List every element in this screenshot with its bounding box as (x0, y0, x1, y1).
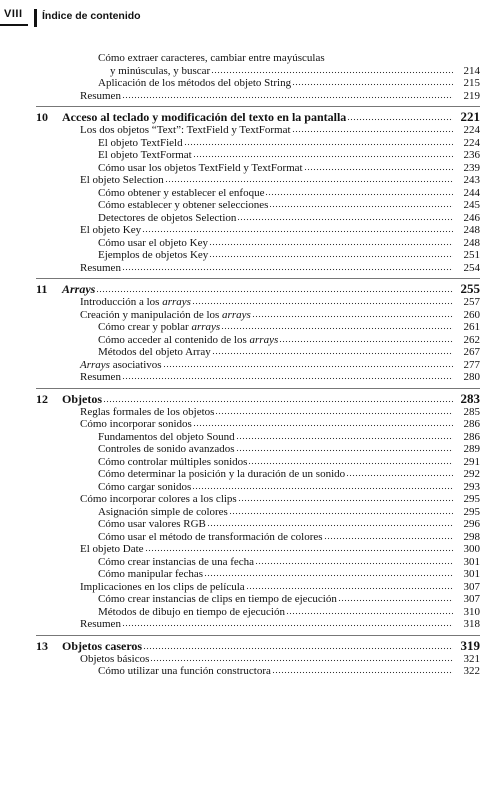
toc-entry (36, 262, 480, 275)
chapter-title-text: Arrays (62, 282, 96, 296)
toc-entry-title: Cómo incorporar sonidos (80, 418, 192, 430)
toc-entry-title: Controles de sonido avanzados (98, 443, 235, 455)
toc-entry (36, 149, 480, 162)
chapter-title (36, 282, 95, 296)
toc-entry-page: 298 (463, 530, 480, 543)
toc-entry (36, 237, 480, 250)
toc-entry-title: Cómo utilizar una función constructora (98, 665, 271, 677)
toc-entry-page: 301 (463, 555, 480, 568)
toc-entry-title: Métodos de dibujo en tiempo de ejecución (98, 605, 285, 618)
toc-entry-title: El objeto TextFormat (98, 149, 192, 161)
chapter-number: 11 (36, 282, 48, 296)
toc-entry-title: Objetos básicos (80, 652, 150, 665)
leader-dots (304, 163, 453, 171)
toc-entry-title: Resumen (80, 89, 121, 102)
toc-entry-title: Cómo usar valores RGB (98, 518, 206, 530)
chapter-page: 283 (460, 390, 480, 406)
leader-dots (248, 457, 453, 465)
toc-entry (36, 653, 480, 666)
toc-entry (36, 249, 480, 262)
toc-entry-page: 248 (463, 224, 480, 236)
leader-dots (246, 582, 453, 590)
chapter-heading (36, 282, 480, 296)
toc-entry-title: Aplicación de los métodos del objeto String (98, 77, 292, 89)
leader-dots (209, 238, 453, 246)
toc-entry-page: 246 (463, 211, 480, 224)
chapter-title (36, 392, 102, 406)
toc-entry-page: 267 (463, 346, 480, 358)
leader-dots (193, 419, 453, 427)
toc-entry-page: 251 (463, 249, 480, 261)
toc-entry (36, 199, 480, 212)
page-header (0, 0, 487, 40)
toc-entry-title: Cómo controlar múltiples sonidos (98, 455, 248, 468)
chapter-page: 319 (460, 637, 480, 653)
toc-entry-page: 318 (463, 618, 480, 630)
leader-dots (238, 494, 453, 502)
chapter-number: 13 (36, 638, 48, 653)
toc-entry (36, 224, 480, 237)
toc-entry (36, 493, 480, 506)
leader-dots (207, 519, 453, 527)
toc-entry (36, 346, 480, 359)
toc-entry-page: 296 (463, 518, 480, 530)
leader-dots (324, 532, 453, 540)
title-part: Cómo acceder al contenido de los (98, 333, 250, 346)
leader-dots (236, 444, 453, 452)
title-part: Introducción a los (80, 296, 163, 308)
toc-entry-page: 224 (463, 136, 480, 149)
toc-entry (36, 593, 480, 606)
leader-dots (204, 569, 453, 577)
chapter-title (36, 110, 346, 124)
toc-entry (36, 481, 480, 494)
toc-entry-title: Cómo extraer caracteres, cambiar entre mayúsculas (98, 52, 325, 64)
toc-entry-title: Ejemplos de objetos Key (98, 249, 209, 261)
toc-entry (36, 77, 480, 90)
toc-entry-page: 280 (463, 371, 480, 383)
leader-dots (150, 654, 453, 662)
toc-entry-title: Asignación simple de colores (98, 505, 228, 518)
running-title: Índice de contenido (42, 10, 141, 22)
toc-entry-page: 301 (463, 568, 480, 580)
toc-entry-page: 291 (463, 455, 480, 468)
toc-entry-page: 214 (463, 64, 480, 77)
toc-entry-page: 322 (463, 665, 480, 677)
leader-dots (221, 322, 453, 330)
toc-entry-title: Resumen (80, 261, 121, 274)
toc-entry (36, 431, 480, 444)
leader-dots (346, 469, 453, 477)
toc-entry-title: Resumen (80, 371, 121, 383)
toc-entry-title: Métodos del objeto Array (98, 346, 211, 358)
title-part-italic: arrays (162, 296, 191, 308)
toc-entry-title: Cómo manipular fechas (98, 568, 204, 580)
toc-entry-title: Cómo obtener y establecer el enfoque (98, 186, 265, 199)
leader-dots (286, 607, 453, 615)
leader-dots (122, 372, 453, 380)
toc-entry-page: 243 (463, 174, 480, 186)
toc-entry (36, 371, 480, 384)
toc-entry (36, 581, 480, 594)
toc-entry (36, 52, 480, 65)
chapter-separator (36, 106, 480, 107)
leader-dots (292, 78, 453, 86)
toc-entry-page: 310 (463, 605, 480, 618)
toc-entry-page: 224 (463, 124, 480, 136)
chapter-page: 255 (460, 281, 480, 296)
chapter-separator (36, 388, 480, 389)
leader-dots (184, 138, 453, 146)
leader-dots (212, 347, 453, 355)
leader-dots (96, 285, 453, 293)
toc-entry-page: 277 (463, 358, 480, 371)
leader-dots (237, 213, 453, 221)
toc-entry (36, 406, 480, 419)
toc-entry (36, 618, 480, 631)
toc-entry (36, 531, 480, 544)
toc-entry (36, 359, 480, 372)
leader-dots (269, 200, 453, 208)
toc-entry-title: Fundamentos del objeto Sound (98, 430, 235, 443)
toc-entry-title: Cómo crear instancias de clips en tiempo de ejecución (98, 593, 337, 605)
title-part-italic: arrays (249, 333, 279, 346)
page-number: VIII (4, 8, 23, 20)
chapter-heading (36, 639, 480, 653)
toc-entry-page: 248 (463, 236, 480, 249)
toc-entry-title (80, 359, 162, 372)
leader-dots (103, 395, 453, 403)
toc-entry (36, 418, 480, 431)
leader-dots (145, 544, 453, 552)
toc-entry-title (98, 334, 278, 347)
leader-dots (265, 188, 453, 196)
toc-entry (36, 212, 480, 225)
leader-dots (292, 125, 453, 133)
leader-dots (122, 91, 453, 99)
toc-entry-page: 307 (463, 580, 480, 593)
title-part: Creación y manipulación de los (80, 308, 223, 321)
toc-entry-title: Cómo usar el objeto Key (98, 236, 208, 249)
toc-entry-page: 261 (463, 321, 480, 333)
toc-entry (36, 90, 480, 103)
toc-entry-title: Cómo determinar la posición y la duración de un sonido (98, 468, 346, 480)
toc-entry-title: El objeto TextField (98, 136, 183, 149)
toc-entry-title: Cómo crear instancias de una fecha (98, 555, 255, 568)
toc-entry-page: 286 (463, 430, 480, 443)
toc-entry-title: y minúsculas, y buscar (110, 64, 211, 77)
chapter-title-text: Objetos (62, 391, 102, 406)
leader-dots (142, 225, 453, 233)
toc-entry-title: El objeto Key (80, 224, 142, 236)
toc-entry (36, 162, 480, 175)
toc-entry-page: 215 (463, 77, 480, 89)
toc-entry (36, 334, 480, 347)
toc-entry-page: 286 (463, 418, 480, 430)
leader-dots (122, 619, 453, 627)
toc-entry (36, 321, 480, 334)
leader-dots (255, 557, 453, 565)
chapter-title-text: Acceso al teclado y modificación del texto en la pantalla (62, 110, 347, 124)
leader-dots (272, 666, 453, 674)
toc-entry (36, 443, 480, 456)
chapter-heading (36, 392, 480, 406)
toc-entry (36, 137, 480, 150)
toc-entry-title: Cómo incorporar colores a los clips (80, 493, 237, 505)
leader-dots (192, 482, 453, 490)
toc-entry (36, 556, 480, 569)
toc-entry-page: 244 (463, 186, 480, 199)
chapter-page: 221 (460, 109, 480, 124)
toc-entry (36, 187, 480, 200)
toc-entry-page: 236 (463, 149, 480, 161)
toc-entry (36, 506, 480, 519)
table-of-contents (36, 52, 480, 678)
leader-dots (252, 310, 453, 318)
toc-entry-title (80, 296, 191, 309)
chapter-separator (36, 278, 480, 279)
toc-entry (36, 309, 480, 322)
leader-dots (347, 113, 453, 121)
chapter-number: 12 (36, 391, 48, 406)
toc-entry (36, 543, 480, 556)
toc-entry-page: 254 (463, 261, 480, 274)
leader-dots (192, 297, 453, 305)
leader-dots (236, 432, 453, 440)
toc-entry (36, 665, 480, 678)
toc-entry-page: 285 (463, 405, 480, 418)
toc-entry (36, 456, 480, 469)
toc-entry (36, 124, 480, 137)
toc-entry (36, 568, 480, 581)
toc-entry-page: 260 (463, 308, 480, 321)
toc-entry-title: Detectores de objetos Selection (98, 211, 237, 224)
title-part-italic: arrays (222, 308, 251, 321)
title-part: asociativos (109, 358, 162, 371)
toc-entry-page: 295 (463, 505, 480, 518)
toc-entry-title: Resumen (80, 618, 121, 630)
toc-entry (36, 65, 480, 78)
toc-entry-title (80, 309, 251, 322)
toc-entry-page: 257 (463, 296, 480, 308)
toc-entry-page: 245 (463, 199, 480, 211)
leader-dots (143, 642, 453, 650)
leader-dots (122, 263, 453, 271)
chapter-separator (36, 635, 480, 636)
toc-entry-title: Cómo usar el método de transformación de colores (98, 530, 323, 543)
toc-entry-page: 300 (463, 543, 480, 555)
toc-entry-page: 262 (463, 333, 480, 346)
title-part-italic: Arrays (80, 358, 110, 371)
toc-entry-page: 292 (463, 468, 480, 480)
title-part: Cómo crear y poblar (98, 321, 192, 333)
toc-entry-page: 293 (463, 480, 480, 493)
header-divider (34, 9, 37, 27)
leader-dots (229, 507, 453, 515)
leader-dots (211, 66, 453, 74)
toc-entry-title: Cómo establecer y obtener selecciones (98, 199, 269, 211)
toc-entry-page: 295 (463, 493, 480, 505)
leader-dots (165, 175, 453, 183)
toc-entry-title: El objeto Selection (80, 174, 164, 186)
leader-dots (279, 335, 453, 343)
page-number-rule (0, 24, 28, 26)
toc-entry (36, 174, 480, 187)
title-part-italic: arrays (191, 321, 221, 333)
leader-dots (193, 150, 453, 158)
toc-entry-page: 239 (463, 161, 480, 174)
chapter-heading (36, 110, 480, 124)
toc-entry-title: Cómo cargar sonidos (98, 480, 192, 493)
toc-entry-page: 321 (463, 652, 480, 665)
toc-entry (36, 606, 480, 619)
toc-entry-page: 219 (463, 89, 480, 102)
chapter-number: 10 (36, 110, 48, 124)
toc-entry (36, 468, 480, 481)
toc-entry-title: El objeto Date (80, 543, 144, 555)
toc-entry-title (98, 321, 220, 334)
toc-entry (36, 518, 480, 531)
chapter-title-text: Objetos caseros (62, 638, 143, 653)
leader-dots (215, 407, 453, 415)
toc-entry-page: 307 (463, 593, 480, 605)
leader-dots (338, 594, 453, 602)
toc-entry-title: Implicaciones en los clips de película (80, 580, 245, 593)
toc-entry-title: Cómo usar los objetos TextField y TextFormat (98, 161, 303, 174)
toc-entry-page: 289 (463, 443, 480, 455)
toc-entry-title: Los dos objetos “Text”: TextField y TextFormat (80, 124, 291, 136)
leader-dots (209, 250, 453, 258)
toc-entry-title: Reglas formales de los objetos (80, 405, 215, 418)
toc-entry (36, 296, 480, 309)
chapter-title (36, 639, 142, 653)
leader-dots (163, 360, 453, 368)
